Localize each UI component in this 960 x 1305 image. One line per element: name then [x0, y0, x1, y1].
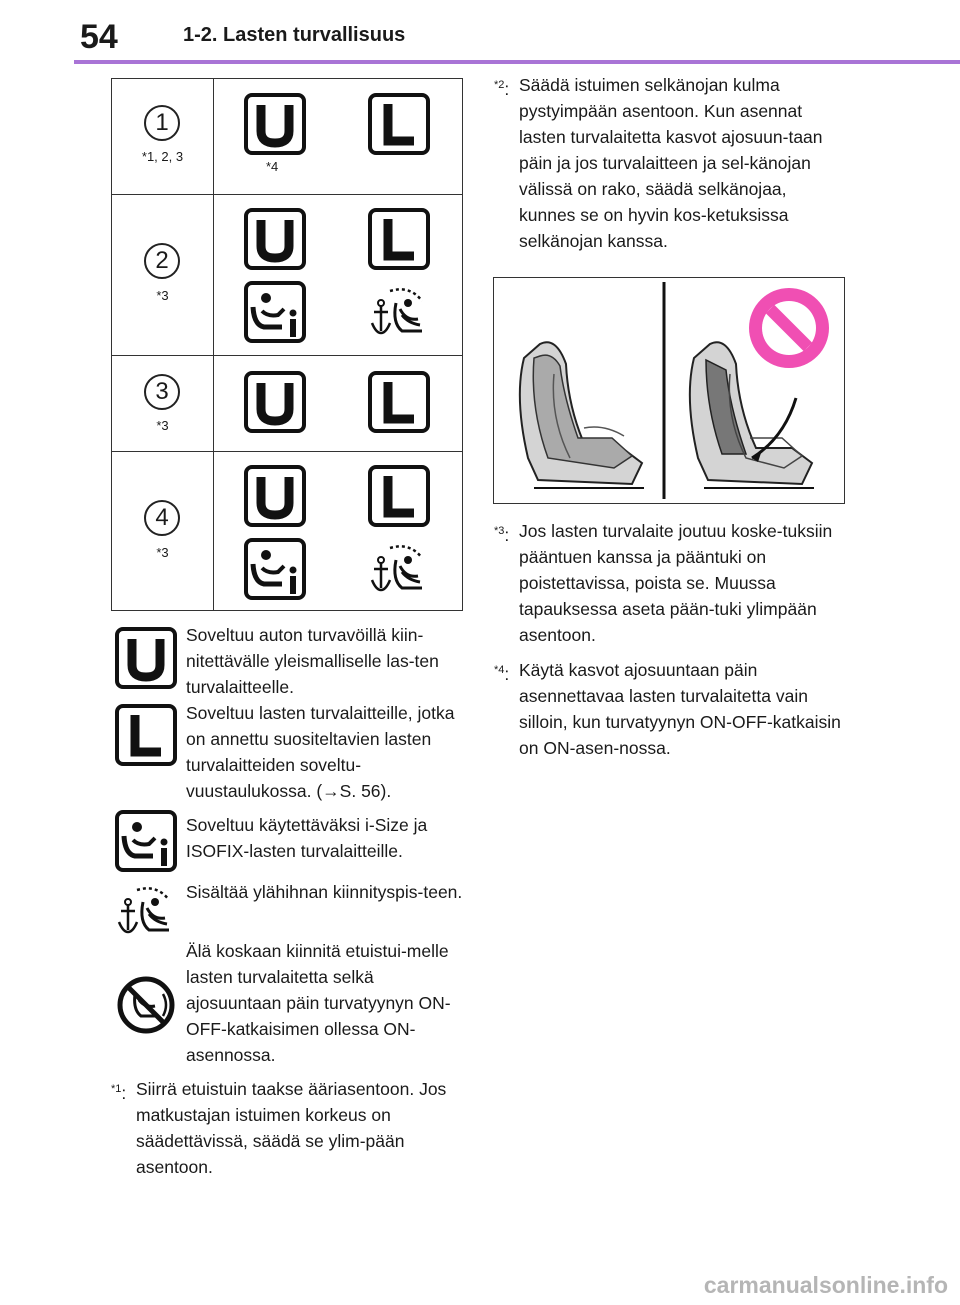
universal-u-icon: [115, 627, 177, 694]
universal-u-icon: [244, 93, 306, 155]
footnote-3: [494, 518, 846, 648]
footnote-text: Säädä istuimen selkänojan kulma pystyimpään asentoon. Kun asennat lasten turvalaitetta kasvot ajosuun-taan päin ja jos turvalaitteen ja sel-känojan välissä on rako, säädä selkänojaa, kunnes se on hyvin kos-ketuksissa selkänojan kanssa.: [519, 75, 823, 251]
position-cell: [112, 452, 214, 610]
footnote-4: [494, 657, 846, 761]
footnote-text: Siirrä etuistuin taakse ääriasentoon. Jos matkustajan istuimen korkeus on säädettävissä, säädä se ylim-pään asentoon.: [136, 1079, 447, 1177]
seatback-adjustment-illustration: [493, 277, 845, 504]
position-number: 3: [144, 374, 180, 410]
universal-u-icon: [244, 465, 306, 527]
table-row: [112, 79, 462, 195]
legend-text-limited: Soveltuu lasten turvalaitteille, jotka on annettu suositeltavien lasten turvalaitteiden soveltu-vuustaulukossa. (→S. 56).: [186, 703, 455, 801]
table-row: [112, 195, 462, 356]
legend-text-isize: Soveltuu käytettäväksi i-Size ja ISOFIX-lasten turvalaitteille.: [186, 815, 428, 861]
position-note: *3: [156, 288, 169, 303]
no-rear-facing-airbag-icon: [115, 974, 177, 1041]
position-cell: [112, 195, 214, 355]
position-number: 2: [144, 243, 180, 279]
legend-text-tether: Sisältää ylähihnan kiinnityspis-teen.: [186, 882, 463, 902]
position-cell: [112, 356, 214, 451]
legend-text-universal: Soveltuu auton turvavöillä kiin-nitettävälle yleismalliselle las-ten turvalaitteelle.: [186, 625, 439, 697]
footnote-marker: $^{*2}$:: [494, 78, 510, 99]
footnote-text: Jos lasten turvalaite joutuu koske-tuksiin pääntuen kanssa ja pääntuki on poistettavissa, poista se. Muussa tapauksessa aseta pään-tuki ylimpään asentoon.: [519, 521, 833, 645]
isize-isofix-icon: [115, 810, 177, 877]
limited-l-icon: [368, 93, 430, 155]
header-rule: [74, 60, 960, 64]
isize-isofix-icon: [244, 538, 306, 600]
footnote-text: Käytä kasvot ajosuuntaan päin asennettavaa lasten turvalaitetta vain silloin, kun turvatyynyn ON-OFF-katkaisin on ON-asen-nossa.: [519, 660, 841, 758]
footnote-marker: $^{*1}$:: [111, 1082, 127, 1103]
universal-u-icon: [244, 371, 306, 433]
limited-l-icon: [368, 371, 430, 433]
top-tether-anchor-icon: [368, 281, 430, 343]
position-number: 1: [144, 105, 180, 141]
footnote-1: [111, 1076, 463, 1180]
position-note: *3: [156, 545, 169, 560]
legend-text-warning: Älä koskaan kiinnitä etuistui-melle lasten turvalaitetta selkä ajosuuntaan päin turvatyynyn ON-OFF-katkaisimen ollessa ON-asennossa.: [186, 941, 451, 1065]
section-title: 1-2. Lasten turvallisuus: [183, 24, 406, 46]
prohibition-icon: [749, 288, 829, 368]
page-number: 54: [80, 18, 118, 56]
car-seat-correct-icon: [520, 342, 644, 488]
limited-l-icon: [115, 704, 177, 771]
limited-l-icon: [368, 465, 430, 527]
footnote-marker: $^{*4}$:: [494, 663, 510, 684]
isize-isofix-icon: [244, 281, 306, 343]
position-cell: [112, 79, 214, 194]
limited-l-icon: [368, 208, 430, 270]
position-note: *4: [266, 159, 279, 174]
position-note: *1, 2, 3: [141, 149, 184, 164]
universal-u-icon: [244, 208, 306, 270]
table-row: [112, 452, 462, 610]
position-number: 4: [144, 500, 180, 536]
seat-position-table: [111, 78, 463, 611]
footnote-marker: $^{*3}$:: [494, 524, 510, 545]
footnote-2: [494, 72, 846, 254]
position-note: *3: [156, 418, 169, 433]
top-tether-anchor-icon: [368, 538, 430, 600]
watermark: carmanualsonline.info: [703, 1272, 948, 1298]
table-row: [112, 356, 462, 452]
top-tether-anchor-icon: [115, 880, 177, 947]
